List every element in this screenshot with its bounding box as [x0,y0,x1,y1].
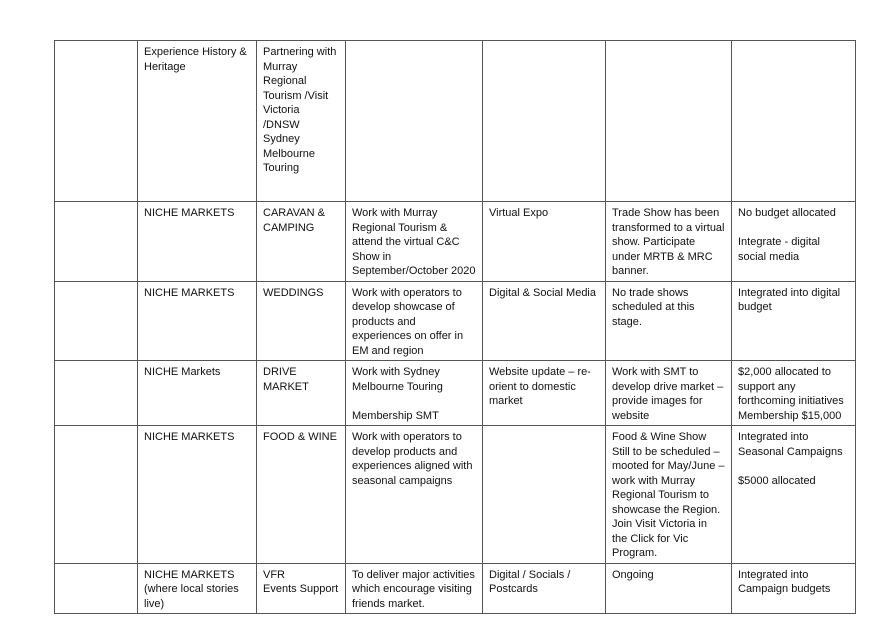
marketing-plan-table [54,40,856,614]
table-cell: Partnering with Murray Regional Tourism /Visit Victoria /DNSW Sydney Melbourne Touring [257,41,346,202]
table-cell: Digital / Socials / Postcards [483,563,606,614]
table-cell: DRIVE MARKET [257,361,346,426]
table-cell: Trade Show has been transformed to a virtual show. Participate under MRTB & MRC banner. [606,202,732,282]
table-cell: No trade shows scheduled at this stage. [606,281,732,361]
table-cell [55,426,138,564]
table-cell: Ongoing [606,563,732,614]
table-cell: No budget allocated Integrate - digital social media [732,202,856,282]
table-cell [606,41,732,202]
table-cell: CARAVAN & CAMPING [257,202,346,282]
table-cell: Food & Wine Show Still to be scheduled – mooted for May/June – work with Murray Regional Tourism to showcase the Region. Join Visit Victoria in the Click for Vic Program. [606,426,732,564]
table-cell: NICHE MARKETS [138,202,257,282]
table-row [55,361,856,426]
table-cell: VFR Events Support [257,563,346,614]
table-cell: FOOD & WINE [257,426,346,564]
table-cell [55,361,138,426]
table-cell: Integrated into digital budget [732,281,856,361]
table-cell: NICHE MARKETS [138,426,257,564]
table-cell [346,41,483,202]
table-cell: Work with Sydney Melbourne Touring Membership SMT [346,361,483,426]
table-cell: Work with Murray Regional Tourism & attend the virtual C&C Show in September/October 2020 [346,202,483,282]
table-cell: Integrated into Seasonal Campaigns $5000 allocated [732,426,856,564]
table-row [55,41,856,202]
table-cell: Work with operators to develop products and experiences aligned with seasonal campaigns [346,426,483,564]
table-cell: Website update – re-orient to domestic market [483,361,606,426]
table-row [55,202,856,282]
table-row [55,426,856,564]
table-cell: Work with operators to develop showcase of products and experiences on offer in EM and region [346,281,483,361]
table-cell: Digital & Social Media [483,281,606,361]
table-cell [55,281,138,361]
table-cell: NICHE MARKETS [138,281,257,361]
table-cell: Virtual Expo [483,202,606,282]
table-cell: Work with SMT to develop drive market – provide images for website [606,361,732,426]
table-cell: Integrated into Campaign budgets [732,563,856,614]
table-cell: NICHE MARKETS (where local stories live) [138,563,257,614]
table-cell: NICHE Markets [138,361,257,426]
table-cell [483,426,606,564]
table-row [55,563,856,614]
table-row [55,281,856,361]
table-cell [732,41,856,202]
table-cell [55,202,138,282]
table-cell: To deliver major activities which encourage visiting friends market. [346,563,483,614]
table-cell: $2,000 allocated to support any forthcoming initiatives Membership $15,000 [732,361,856,426]
table-cell [55,41,138,202]
table-cell: WEDDINGS [257,281,346,361]
table-cell: Experience History & Heritage [138,41,257,202]
table-cell [55,563,138,614]
table-cell [483,41,606,202]
